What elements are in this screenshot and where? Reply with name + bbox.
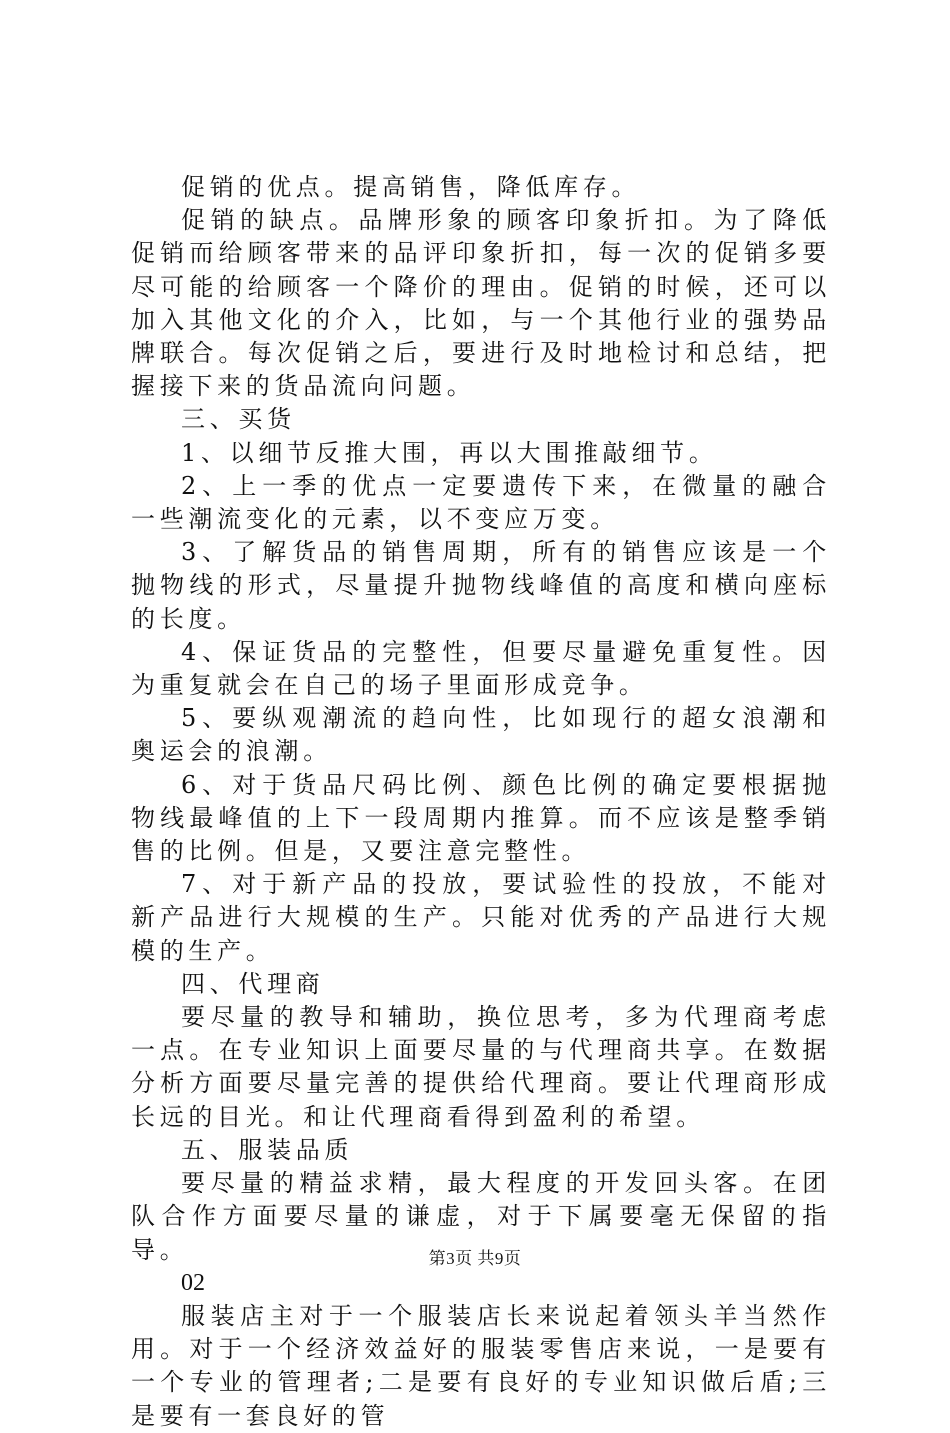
heading-quality: 五、服装品质 [181, 1135, 354, 1164]
paragraph-promo-cons: 促销的缺点。品牌形象的顾客印象折扣。为了降低促销而给顾客带来的品评印象折扣，每一次的促销多要尽可能的给顾客一个降价的理由。促销的时候，还可以加入其他文化的介入，比如，与一个其他行业的强势品牌联合。每次促销之后，要进行及时地检讨和总结，把握接下来的货品流向问题。 [131, 206, 831, 401]
paragraph-promo-pros: 促销的优点。提高销售，降低库存。 [181, 173, 641, 201]
paragraph-store-owner: 服装店主对于一个服装店长来说起着领头羊当然作用。对于一个经济效益好的服装零售店来说，一是要有一个专业的管理者;二是要有良好的专业知识做后盾;三是要有一套良好的管 [131, 1301, 831, 1430]
paragraph-buying-6: 6、对于货品尺码比例、颜色比例的确定要根据抛物线最峰值的上下一段周期内推算。而不应该是整季销售的比例。但是，又要注意完整性。 [131, 770, 831, 866]
paragraph-buying-4: 4、保证货品的完整性，但要尽量避免重复性。因为重复就会在自己的场子里面形成竞争。 [131, 637, 831, 700]
heading-agents: 四、代理商 [181, 969, 325, 998]
paragraph-buying-7: 7、对于新产品的投放，要试验性的投放，不能对新产品进行大规模的生产。只能对优秀的产品进行大规模的生产。 [131, 870, 831, 965]
section-number: 02 [181, 1269, 205, 1296]
paragraph-buying-3: 3、了解货品的销售周期，所有的销售应该是一个抛物线的形式，尽量提升抛物线峰值的高度和横向座标的长度。 [131, 538, 831, 633]
paragraph-buying-5: 5、要纵观潮流的趋向性，比如现行的超女浪潮和奥运会的浪潮。 [131, 704, 831, 766]
paragraph-buying-1: 1、以细节反推大围，再以大围推敲细节。 [181, 438, 718, 467]
paragraph-buying-2: 2、上一季的优点一定要遗传下来，在微量的融合一些潮流变化的元素，以不变应万变。 [131, 471, 831, 534]
paragraph-agents: 要尽量的教导和辅助，换位思考，多为代理商考虑一点。在专业知识上面要尽量的与代理商共享。在数据分析方面要尽量完善的提供给代理商。要让代理商形成长远的目光。和让代理商看得到盈利的希望。 [131, 1003, 831, 1131]
paragraph-quality: 要尽量的精益求精，最大程度的开发回头客。在团队合作方面要尽量的谦虚，对于下属要毫无保留的指导。 [131, 1169, 831, 1264]
heading-buying: 三、买货 [181, 405, 296, 434]
page-footer: 第3页 共9页 [428, 1249, 522, 1268]
